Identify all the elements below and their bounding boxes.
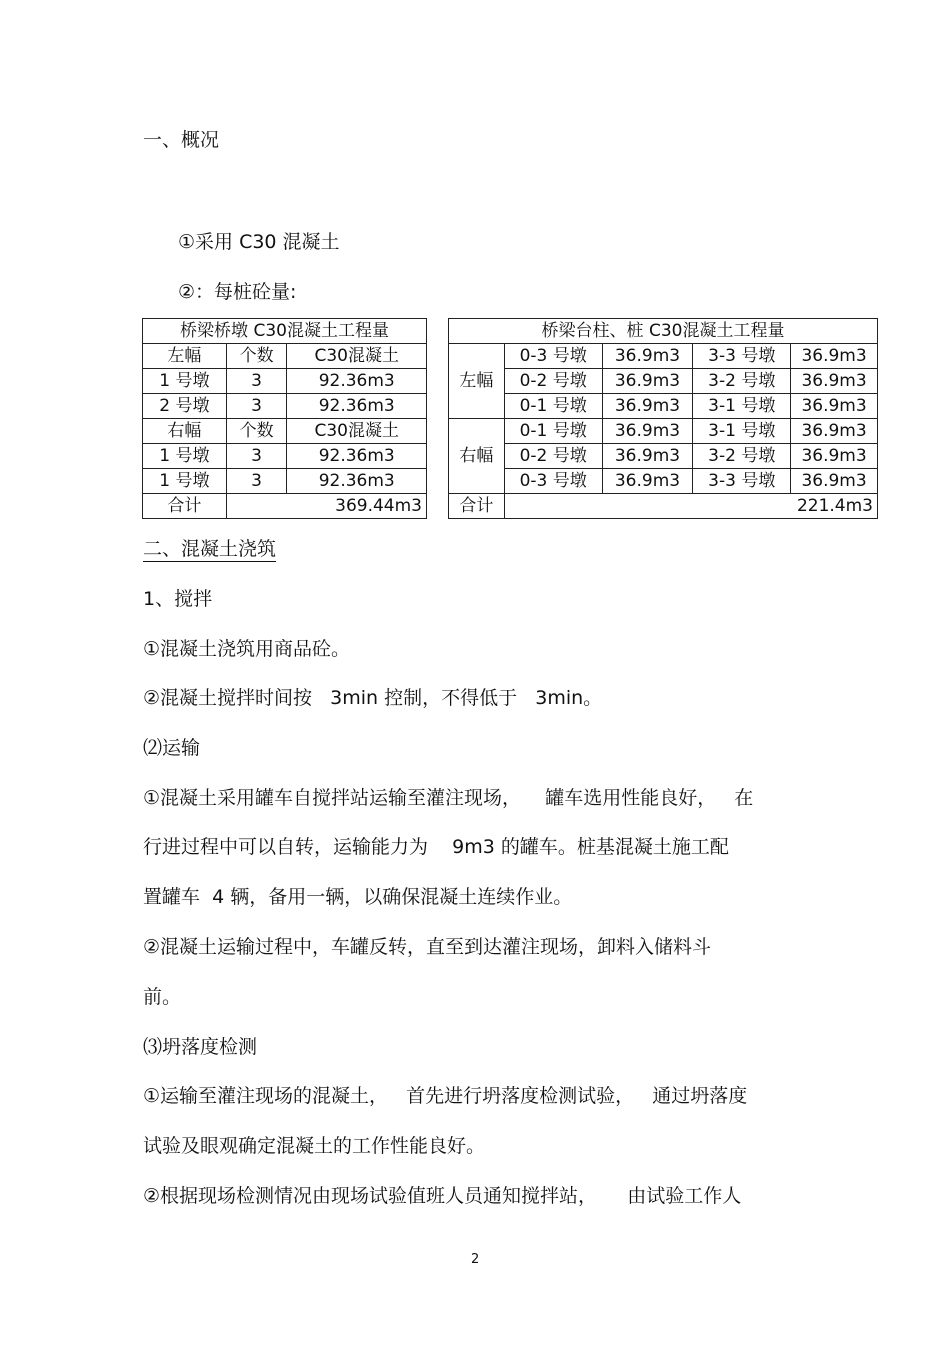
header-cell: 个数 bbox=[226, 419, 287, 444]
section-heading-overview: 一、概况 bbox=[143, 129, 220, 151]
cell: 36.9m3 bbox=[602, 394, 693, 419]
cell: 3-1 号墩 bbox=[693, 419, 791, 444]
header-cell: 个数 bbox=[226, 344, 287, 369]
table-row bbox=[449, 394, 878, 419]
table-title: 桥梁台柱、桩 C30混凝土工程量 bbox=[449, 319, 878, 344]
table-row bbox=[143, 469, 427, 494]
item-per-pile-volume: ②：每桩砼量: bbox=[178, 281, 297, 303]
cell: 1 号墩 bbox=[143, 444, 227, 469]
cell: 1 号墩 bbox=[143, 469, 227, 494]
cell: 3-1 号墩 bbox=[693, 394, 791, 419]
subheading-mixing: 1、搅拌 bbox=[143, 588, 213, 610]
cell: 0-2 号墩 bbox=[504, 444, 602, 469]
paragraph-line: 试验及眼观确定混凝土的工作性能良好。 bbox=[143, 1135, 486, 1157]
paragraph-line: 前。 bbox=[143, 986, 182, 1008]
cell: 36.9m3 bbox=[791, 394, 878, 419]
table-row bbox=[143, 369, 427, 394]
cell: 2 号墩 bbox=[143, 394, 227, 419]
cell: 0-1 号墩 bbox=[504, 419, 602, 444]
cell: 3 bbox=[226, 394, 287, 419]
cell: 1 号墩 bbox=[143, 369, 227, 394]
table-pier-concrete bbox=[142, 318, 427, 519]
header-cell: C30混凝土 bbox=[287, 344, 427, 369]
total-label: 合计 bbox=[449, 494, 505, 519]
header-cell: C30混凝土 bbox=[287, 419, 427, 444]
cell: 3-3 号墩 bbox=[693, 469, 791, 494]
header-cell: 右幅 bbox=[143, 419, 227, 444]
table-row bbox=[449, 344, 878, 369]
cell: 0-1 号墩 bbox=[504, 394, 602, 419]
cell: 36.9m3 bbox=[602, 344, 693, 369]
cell: 0-2 号墩 bbox=[504, 369, 602, 394]
cell: 36.9m3 bbox=[791, 369, 878, 394]
paragraph-line: ②混凝土运输过程中，车罐反转，直至到达灌注现场，卸料入储料斗 bbox=[143, 936, 712, 958]
cell: 36.9m3 bbox=[791, 419, 878, 444]
page-number: 2 bbox=[471, 1252, 480, 1267]
cell: 36.9m3 bbox=[791, 344, 878, 369]
paragraph-line: 置罐车 4 辆，备用一辆，以确保混凝土连续作业。 bbox=[143, 886, 573, 908]
cell: 92.36m3 bbox=[287, 394, 427, 419]
paragraph-line: ②根据现场检测情况由现场试验值班人员通知搅拌站， 由试验工作人 bbox=[143, 1185, 742, 1207]
table-row bbox=[449, 444, 878, 469]
cell: 92.36m3 bbox=[287, 369, 427, 394]
section-heading-pouring: 二、混凝土浇筑 bbox=[143, 538, 277, 560]
paragraph: ②混凝土搅拌时间按 3min 控制，不得低于 3min。 bbox=[143, 687, 603, 709]
cell: 3 bbox=[226, 369, 287, 394]
subheading-slump-test: ⑶坍落度检测 bbox=[143, 1036, 258, 1058]
paragraph-line: ①运输至灌注现场的混凝土， 首先进行坍落度检测试验， 通过坍落度 bbox=[143, 1085, 748, 1107]
table-row bbox=[143, 394, 427, 419]
table-row bbox=[143, 444, 427, 469]
item-concrete-grade: ①采用 C30 混凝土 bbox=[178, 231, 340, 253]
paragraph-line: ①混凝土采用罐车自搅拌站运输至灌注现场， 罐车选用性能良好， 在 bbox=[143, 787, 754, 809]
table-row bbox=[449, 419, 878, 444]
table-row bbox=[449, 469, 878, 494]
table-abutment-pile-concrete bbox=[448, 318, 878, 519]
paragraph-line: 行进过程中可以自转，运输能力为 9m3 的罐车。桩基混凝土施工配 bbox=[143, 836, 729, 858]
cell: 92.36m3 bbox=[287, 444, 427, 469]
group-label: 左幅 bbox=[449, 344, 505, 419]
cell: 3-3 号墩 bbox=[693, 344, 791, 369]
cell: 36.9m3 bbox=[602, 444, 693, 469]
table-title: 桥梁桥墩 C30混凝土工程量 bbox=[143, 319, 427, 344]
cell: 3 bbox=[226, 444, 287, 469]
cell: 36.9m3 bbox=[602, 419, 693, 444]
total-label: 合计 bbox=[143, 494, 227, 519]
cell: 36.9m3 bbox=[791, 444, 878, 469]
cell: 3-2 号墩 bbox=[693, 444, 791, 469]
cell: 0-3 号墩 bbox=[504, 344, 602, 369]
cell: 0-3 号墩 bbox=[504, 469, 602, 494]
cell: 36.9m3 bbox=[602, 469, 693, 494]
cell: 36.9m3 bbox=[791, 469, 878, 494]
total-value: 221.4m3 bbox=[504, 494, 877, 519]
group-label: 右幅 bbox=[449, 419, 505, 494]
total-value: 369.44m3 bbox=[226, 494, 426, 519]
cell: 92.36m3 bbox=[287, 469, 427, 494]
cell: 36.9m3 bbox=[602, 369, 693, 394]
cell: 3-2 号墩 bbox=[693, 369, 791, 394]
paragraph: ①混凝土浇筑用商品砼。 bbox=[143, 638, 351, 660]
cell: 3 bbox=[226, 469, 287, 494]
header-cell: 左幅 bbox=[143, 344, 227, 369]
subheading-transport: ⑵运输 bbox=[143, 737, 201, 759]
table-row bbox=[449, 369, 878, 394]
